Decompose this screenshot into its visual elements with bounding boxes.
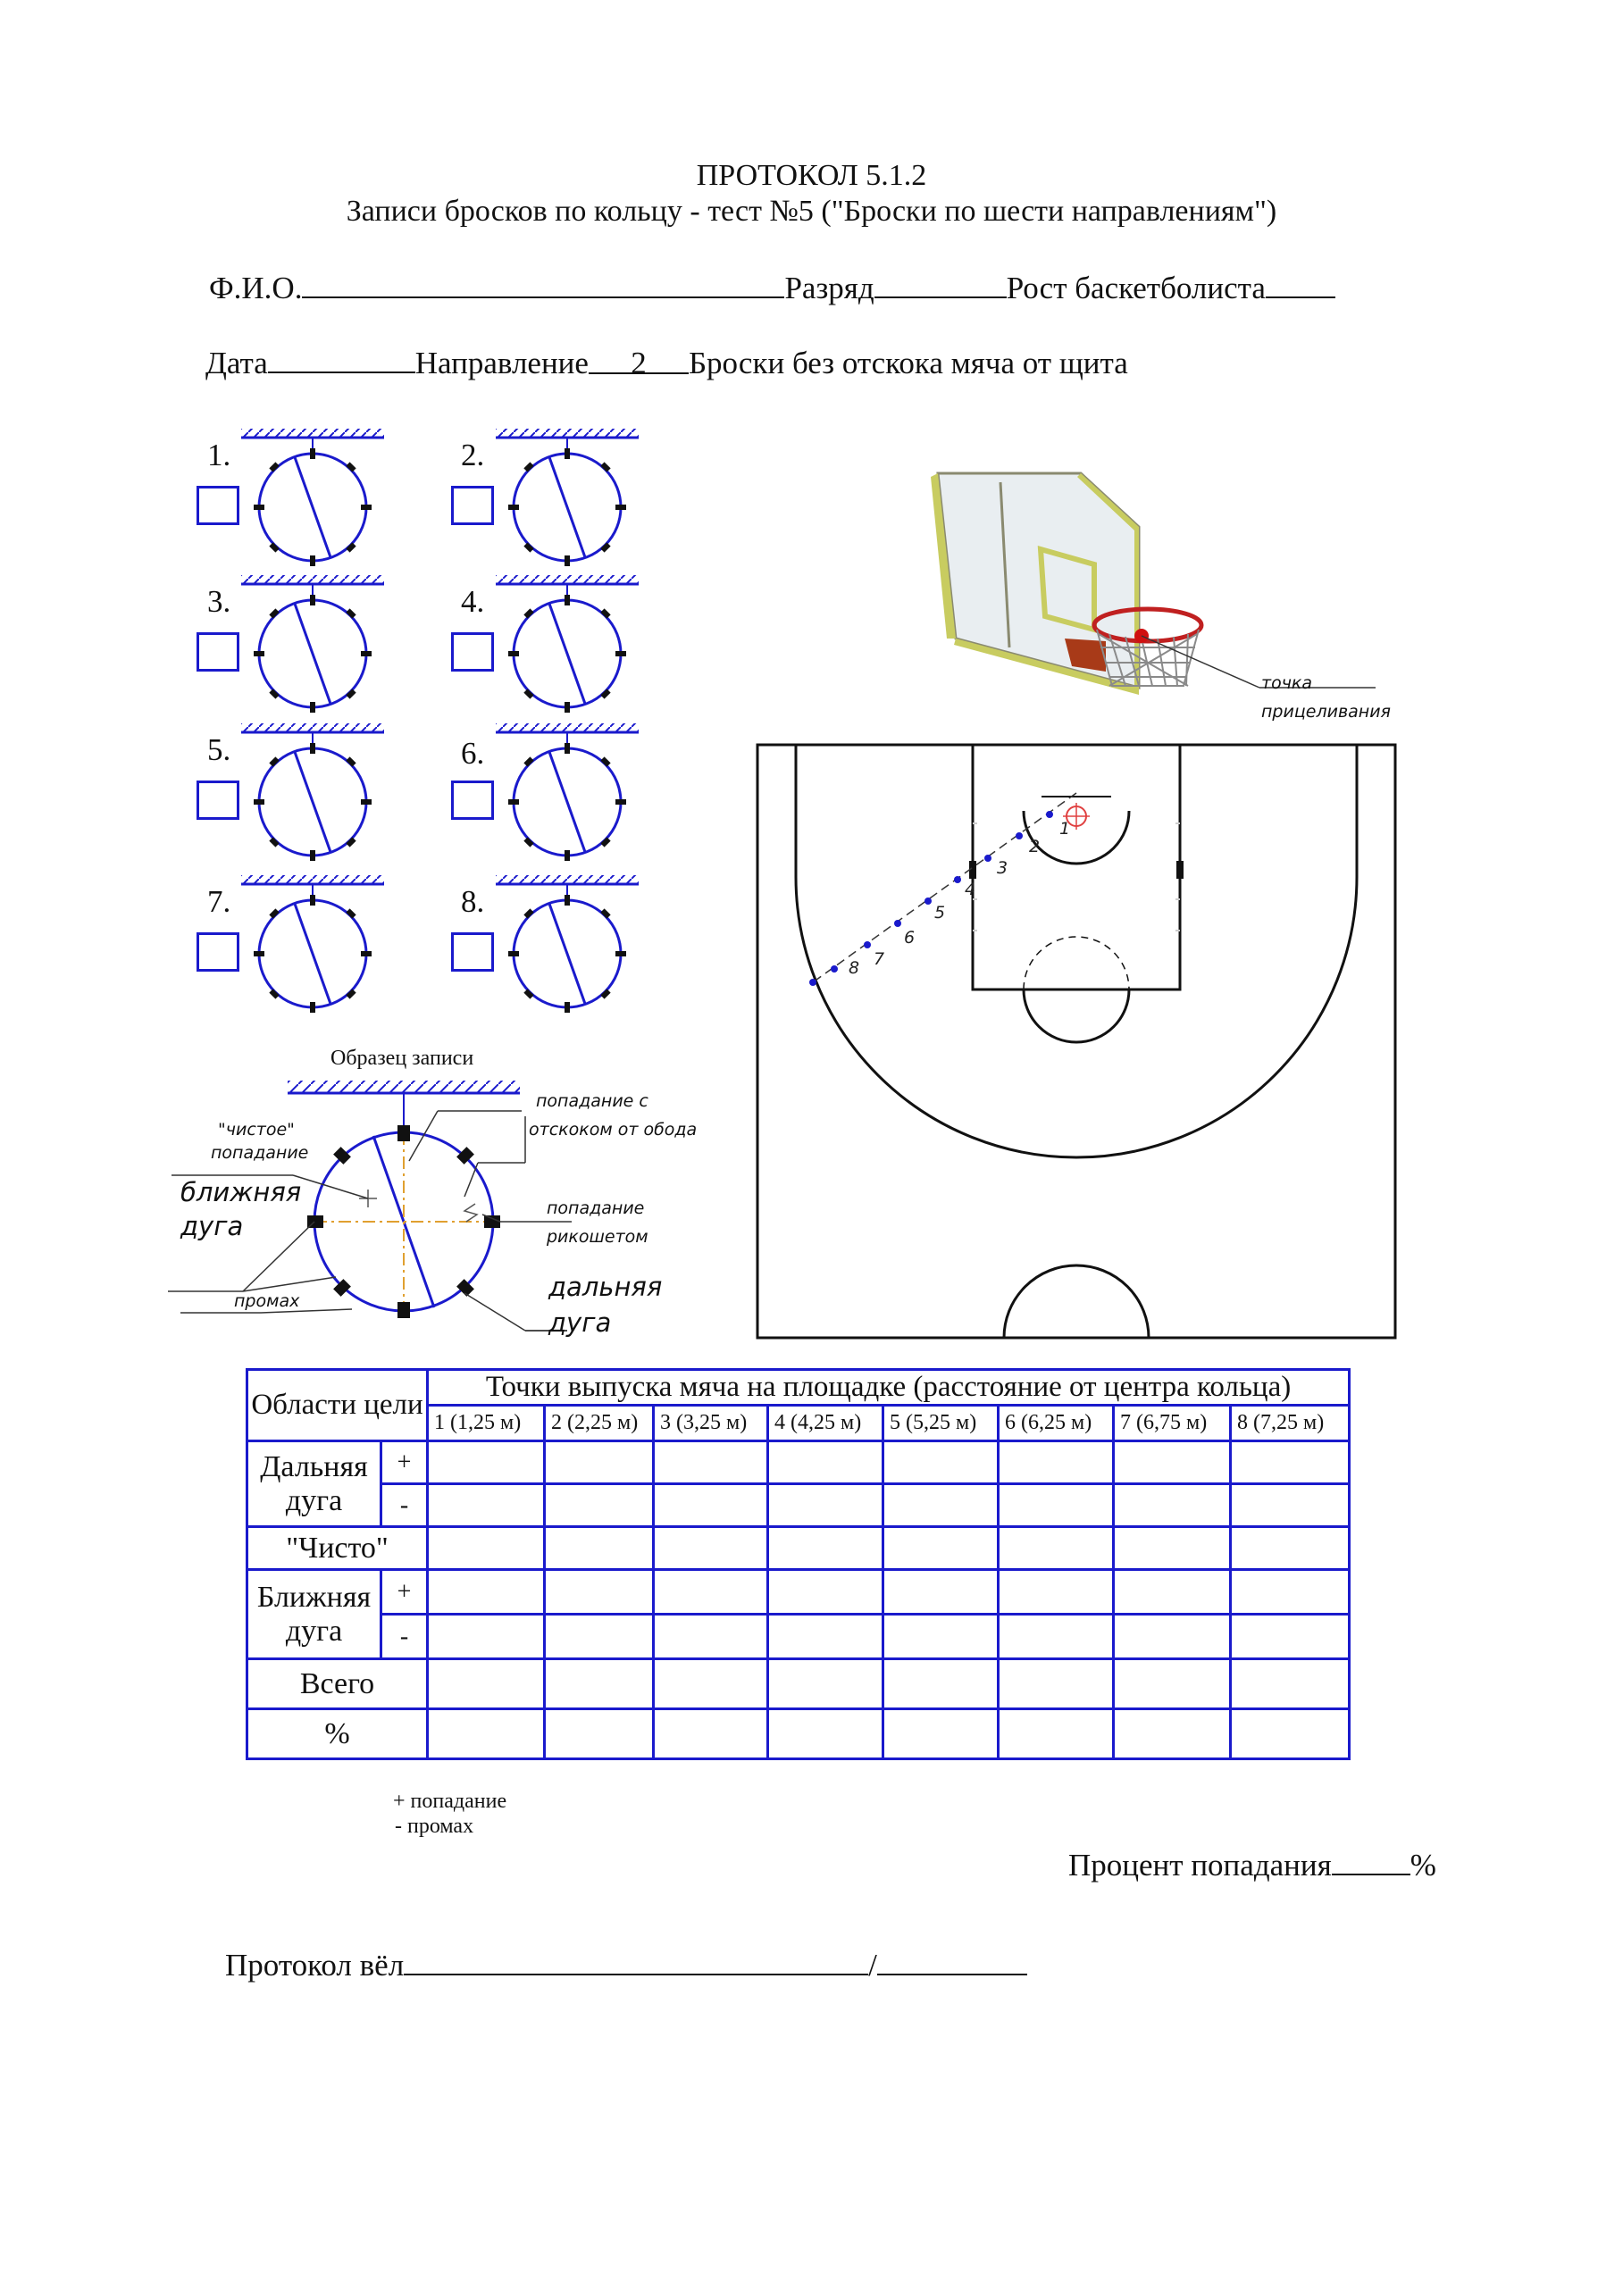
ricochet-label-2: рикошетом bbox=[547, 1227, 648, 1247]
court-diagram bbox=[756, 743, 1397, 1340]
table-cell[interactable] bbox=[1114, 1615, 1231, 1659]
release-point-label: 3 bbox=[997, 858, 1008, 878]
release-point-dot bbox=[864, 941, 871, 948]
rim-bounce-label-2: отскоком от обода bbox=[529, 1120, 698, 1140]
ring-2-checkbox[interactable] bbox=[451, 486, 494, 525]
far-arc-label-1: дальняя bbox=[548, 1272, 663, 1302]
ring-1-checkbox[interactable] bbox=[197, 486, 239, 525]
near-arc-label-2: дуга bbox=[180, 1211, 244, 1241]
height-label: Рост баскетболиста bbox=[1006, 271, 1266, 305]
rank-label: Разряд bbox=[784, 271, 874, 305]
clean-hit-label-2: попадание bbox=[211, 1143, 309, 1163]
table-cell[interactable] bbox=[1231, 1570, 1350, 1615]
rim-bounce-label-1: попадание с bbox=[536, 1091, 648, 1111]
release-point-dot bbox=[954, 876, 961, 883]
ring-5-label: 5. bbox=[207, 732, 231, 767]
table-cell[interactable] bbox=[545, 1570, 654, 1615]
ring-5-checkbox[interactable] bbox=[197, 781, 239, 820]
release-point-label: 8 bbox=[849, 958, 860, 978]
row-sign-plus: + bbox=[381, 1570, 428, 1615]
table-cell[interactable] bbox=[1231, 1484, 1350, 1527]
table-cell[interactable] bbox=[883, 1709, 999, 1759]
table-cell[interactable] bbox=[545, 1659, 654, 1709]
page-subtitle: Записи бросков по кольцу - тест №5 ("Броски по шести направлениям") bbox=[346, 195, 1277, 228]
table-cell[interactable] bbox=[654, 1709, 768, 1759]
row-label-near-arc: Ближняя дуга bbox=[247, 1570, 381, 1659]
table-cell[interactable] bbox=[654, 1659, 768, 1709]
ring-8-diagram bbox=[496, 875, 639, 1013]
ring-5-diagram bbox=[241, 723, 384, 861]
legend-plus-sign: + bbox=[393, 1790, 406, 1813]
hit-percent-unit: % bbox=[1410, 1848, 1436, 1883]
table-cell[interactable] bbox=[768, 1659, 883, 1709]
recorder-row bbox=[225, 1947, 1027, 1983]
aim-label-2: прицеливания bbox=[1261, 702, 1391, 722]
release-point-dot bbox=[894, 920, 901, 927]
table-cell[interactable] bbox=[545, 1527, 654, 1570]
hit-percent-field[interactable] bbox=[1332, 1847, 1410, 1875]
table-cell[interactable] bbox=[654, 1527, 768, 1570]
table-cell[interactable] bbox=[428, 1441, 545, 1484]
table-cell[interactable] bbox=[1114, 1570, 1231, 1615]
date-label: Дата bbox=[205, 346, 268, 380]
ring-1-label: 1. bbox=[207, 438, 231, 472]
table-cell[interactable] bbox=[545, 1709, 654, 1759]
areas-header: Области цели bbox=[247, 1370, 428, 1441]
release-point-dot bbox=[1016, 832, 1023, 839]
table-cell[interactable] bbox=[545, 1484, 654, 1527]
hit-percent-label: Процент попадания bbox=[1068, 1848, 1332, 1883]
ring-3-label: 3. bbox=[207, 584, 231, 619]
table-cell[interactable] bbox=[654, 1615, 768, 1659]
table-cell[interactable] bbox=[1231, 1527, 1350, 1570]
row-label-percent: % bbox=[247, 1709, 428, 1759]
table-cell[interactable] bbox=[1114, 1709, 1231, 1759]
table-cell[interactable] bbox=[545, 1615, 654, 1659]
record-table bbox=[246, 1368, 1351, 1760]
table-cell[interactable] bbox=[1114, 1527, 1231, 1570]
ring-2-label: 2. bbox=[461, 438, 485, 472]
table-cell[interactable] bbox=[1231, 1659, 1350, 1709]
table-cell[interactable] bbox=[883, 1570, 999, 1615]
ring-3-checkbox[interactable] bbox=[197, 632, 239, 672]
release-point-label: 4 bbox=[965, 880, 976, 899]
legend-minus-sign: - bbox=[395, 1815, 402, 1838]
table-cell[interactable] bbox=[768, 1709, 883, 1759]
ring-4-checkbox[interactable] bbox=[451, 632, 494, 672]
table-cell[interactable] bbox=[999, 1709, 1114, 1759]
release-point-dot bbox=[831, 965, 838, 973]
ring-2-diagram bbox=[496, 429, 639, 566]
table-cell[interactable] bbox=[768, 1570, 883, 1615]
release-point-label: 2 bbox=[1029, 837, 1041, 856]
table-cell[interactable] bbox=[1114, 1441, 1231, 1484]
table-cell[interactable] bbox=[768, 1484, 883, 1527]
table-cell[interactable] bbox=[1231, 1441, 1350, 1484]
hit-percent-row bbox=[1068, 1847, 1436, 1883]
table-cell[interactable] bbox=[883, 1527, 999, 1570]
ring-1-diagram bbox=[241, 429, 384, 566]
table-cell[interactable] bbox=[768, 1527, 883, 1570]
col-header-2: 2 (2,25 м) bbox=[545, 1406, 654, 1441]
recorder-separator: / bbox=[868, 1948, 877, 1983]
table-cell[interactable] bbox=[999, 1570, 1114, 1615]
ricochet-label-1: попадание bbox=[547, 1198, 645, 1218]
row-label-far-arc: Дальняя дуга bbox=[247, 1441, 381, 1527]
table-cell[interactable] bbox=[999, 1441, 1114, 1484]
col-header-4: 4 (4,25 м) bbox=[768, 1406, 883, 1441]
direction-label: Направление bbox=[414, 346, 589, 380]
legend-minus-text: промах bbox=[407, 1815, 474, 1838]
table-cell[interactable] bbox=[999, 1527, 1114, 1570]
ring-8-label: 8. bbox=[461, 884, 485, 919]
table-cell[interactable] bbox=[999, 1615, 1114, 1659]
col-header-3: 3 (3,25 м) bbox=[654, 1406, 768, 1441]
aim-label-1: точка bbox=[1261, 673, 1313, 693]
col-header-8: 8 (7,25 м) bbox=[1231, 1406, 1350, 1441]
name-label: Ф.И.О. bbox=[209, 271, 303, 305]
table-cell[interactable] bbox=[1114, 1659, 1231, 1709]
recorder-label: Протокол вёл bbox=[225, 1948, 405, 1983]
row-label-clean: "Чисто" bbox=[247, 1527, 428, 1570]
table-cell[interactable] bbox=[883, 1615, 999, 1659]
legend-minus bbox=[395, 1815, 473, 1839]
table-cell[interactable] bbox=[768, 1441, 883, 1484]
table-cell[interactable] bbox=[428, 1659, 545, 1709]
release-point-label: 1 bbox=[1059, 819, 1071, 839]
table-cell[interactable] bbox=[768, 1615, 883, 1659]
backboard-hoop-image bbox=[911, 464, 1411, 732]
release-point-dot bbox=[809, 979, 816, 986]
table-cell[interactable] bbox=[1231, 1615, 1350, 1659]
col-header-7: 7 (6,75 м) bbox=[1114, 1406, 1231, 1441]
points-header: Точки выпуска мяча на площадке (расстояние от центра кольца) bbox=[428, 1370, 1350, 1406]
table-cell[interactable] bbox=[883, 1484, 999, 1527]
near-arc-label-1: ближняя bbox=[180, 1177, 302, 1207]
table-cell[interactable] bbox=[883, 1659, 999, 1709]
table-cell[interactable] bbox=[999, 1484, 1114, 1527]
ring-6-label: 6. bbox=[461, 736, 485, 771]
release-points bbox=[809, 811, 1070, 986]
far-arc-label-2: дуга bbox=[548, 1307, 612, 1338]
recorder-signature-field[interactable] bbox=[877, 1947, 1027, 1975]
ring-7-diagram bbox=[241, 875, 384, 1013]
miss-label: промах bbox=[234, 1291, 300, 1311]
release-point-label: 6 bbox=[904, 928, 916, 948]
ring-6-diagram bbox=[496, 723, 639, 861]
table-cell[interactable] bbox=[654, 1484, 768, 1527]
table-cell[interactable] bbox=[545, 1441, 654, 1484]
col-header-1: 1 (1,25 м) bbox=[428, 1406, 545, 1441]
table-cell[interactable] bbox=[1231, 1709, 1350, 1759]
release-point-dot bbox=[984, 855, 991, 862]
table-cell[interactable] bbox=[999, 1659, 1114, 1709]
ring-6-checkbox[interactable] bbox=[451, 781, 494, 820]
row-sign-plus: + bbox=[381, 1441, 428, 1484]
ring-4-diagram bbox=[496, 575, 639, 713]
table-cell[interactable] bbox=[428, 1570, 545, 1615]
table-cell[interactable] bbox=[428, 1615, 545, 1659]
col-header-5: 5 (5,25 м) bbox=[883, 1406, 999, 1441]
release-point-label: 7 bbox=[874, 949, 885, 969]
ring-4-label: 4. bbox=[461, 584, 485, 619]
table-cell[interactable] bbox=[428, 1527, 545, 1570]
row-sign-minus: - bbox=[381, 1615, 428, 1659]
col-header-6: 6 (6,25 м) bbox=[999, 1406, 1114, 1441]
table-cell[interactable] bbox=[428, 1709, 545, 1759]
release-point-dot bbox=[924, 898, 932, 905]
ring-3-diagram bbox=[241, 575, 384, 713]
table-cell[interactable] bbox=[654, 1570, 768, 1615]
legend-plus bbox=[393, 1790, 506, 1814]
ring-7-checkbox[interactable] bbox=[197, 932, 239, 972]
ring-7-label: 7. bbox=[207, 884, 231, 919]
table-cell[interactable] bbox=[428, 1484, 545, 1527]
table-cell[interactable] bbox=[654, 1441, 768, 1484]
ring-8-checkbox[interactable] bbox=[451, 932, 494, 972]
throw-note: Броски без отскока мяча от щита bbox=[688, 346, 1128, 380]
row-sign-minus: - bbox=[381, 1484, 428, 1527]
legend-plus-text: попадание bbox=[410, 1790, 507, 1813]
recorder-name-field[interactable] bbox=[404, 1947, 868, 1975]
table-cell[interactable] bbox=[1114, 1484, 1231, 1527]
table-cell[interactable] bbox=[883, 1441, 999, 1484]
clean-hit-label-1: "чистое" bbox=[218, 1120, 295, 1140]
direction-value: 2 bbox=[589, 346, 689, 374]
sample-title: Образец записи bbox=[330, 1047, 474, 1070]
release-point-label: 5 bbox=[934, 903, 946, 923]
row-label-total: Всего bbox=[247, 1659, 428, 1709]
page-title: ПРОТОКОЛ 5.1.2 bbox=[696, 159, 927, 192]
release-point-dot bbox=[1046, 811, 1053, 818]
